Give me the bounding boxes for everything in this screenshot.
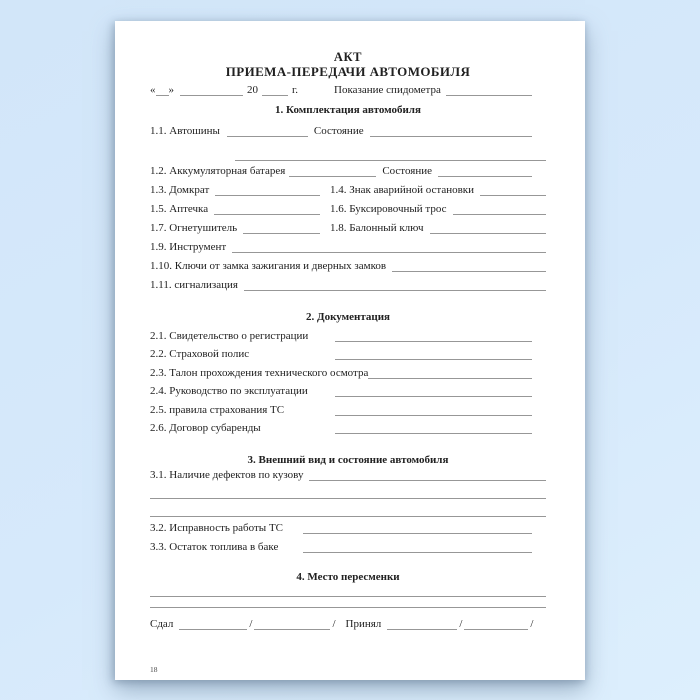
blank-line: [227, 123, 308, 137]
signature-blank: [387, 616, 457, 630]
blank-line: [438, 163, 532, 177]
item-2-1-label: 2.1. Свидетельство о регистрации: [150, 329, 309, 342]
item-2-6-label: 2.6. Договор субаренды: [150, 422, 261, 434]
form-row-1-11: [150, 277, 546, 292]
date-year-suffix: г.: [292, 84, 299, 96]
blank-line: [335, 383, 532, 397]
item-1-8-label: 1.8. Балонный ключ: [330, 222, 424, 234]
blank-line: [335, 402, 532, 416]
blank-line: [243, 220, 320, 234]
form-row-2-2: [150, 346, 546, 361]
blank-line: [214, 201, 320, 215]
form-row-2-5: [150, 402, 546, 417]
item-1-1-label: 1.1. Автошины: [150, 125, 220, 137]
form-row-1-1: [150, 123, 546, 138]
item-2-5-label: 2.5. правила страхования ТС: [150, 403, 285, 416]
item-1-1-state-label: Состояние: [313, 125, 364, 137]
form-row-2-3: [150, 365, 546, 380]
form-row-2-4: [150, 383, 546, 398]
blank-line: [303, 520, 532, 534]
form-row-1-1-continuation: [235, 147, 546, 162]
speedometer-label: Показание спидометра: [334, 84, 441, 96]
blank-line: [150, 498, 546, 499]
blank-line: [244, 277, 546, 291]
date-quote-close: »: [168, 84, 174, 96]
blank-line: [150, 516, 546, 517]
item-1-3-label: 1.3. Домкрат: [150, 184, 210, 196]
section4-heading: 4. Место пересменки: [296, 571, 400, 583]
form-row-1-9: [150, 239, 546, 254]
blank-line: [335, 420, 532, 434]
date-and-odometer-row: [150, 82, 546, 97]
form-row-1-7-1-8: [150, 220, 546, 235]
item-1-11-label: 1.11. сигнализация: [150, 279, 238, 291]
document-title-line2: ПРИЕМА-ПЕРЕДАЧИ АВТОМОБИЛЯ: [225, 64, 471, 79]
speedometer-blank: [446, 82, 532, 96]
item-2-2-label: 2.2. Страховой полис: [150, 348, 250, 360]
item-2-3-label: 2.3. Талон прохождения технического осмотра: [150, 366, 369, 379]
received-label: Принял: [345, 618, 382, 630]
document-title-line1: АКТ: [333, 50, 363, 64]
blank-line: [150, 607, 546, 608]
page-number: 18: [150, 665, 158, 674]
blank-line: [368, 365, 532, 379]
item-1-10-label: 1.10. Ключи от замка зажигания и дверных замков: [150, 260, 387, 272]
blank-line: [430, 220, 547, 234]
form-row-1-2: [150, 163, 546, 178]
item-1-2-state-label: Состояние: [382, 165, 432, 177]
item-1-7-label: 1.7. Огнетушитель: [150, 222, 238, 234]
section3-heading: 3. Внешний вид и состояние автомобиля: [247, 454, 449, 466]
blank-line: [392, 258, 546, 272]
date-quote-open: «: [150, 84, 156, 96]
item-1-9-label: 1.9. Инструмент: [150, 241, 227, 253]
date-year-blank: [262, 82, 288, 96]
blank-line: [150, 596, 546, 597]
form-row-1-3-1-4: [150, 182, 546, 197]
item-1-6-label: 1.6. Буксировочный трос: [330, 203, 447, 215]
blank-line: [480, 182, 546, 196]
item-1-2-label: 1.2. Аккумуляторная батарея: [150, 165, 286, 177]
form-row-2-6: [150, 420, 546, 435]
item-1-4-label: 1.4. Знак аварийной остановки: [330, 184, 475, 196]
section1-heading: 1. Комплектация автомобиля: [275, 104, 421, 116]
form-row-1-10: [150, 258, 546, 273]
slash-separator: /: [249, 618, 253, 630]
form-row-3-1: [150, 467, 546, 482]
blank-line: [289, 163, 376, 177]
blank-line: [303, 539, 532, 553]
item-2-4-label: 2.4. Руководство по эксплуатации: [150, 385, 308, 397]
form-row-1-5-1-6: [150, 201, 546, 216]
form-row-3-2: [150, 520, 546, 535]
signatures-row: [150, 616, 546, 631]
item-3-1-label: 3.1. Наличие дефектов по кузову: [150, 469, 304, 481]
date-day-blank: [156, 82, 169, 96]
item-1-5-label: 1.5. Аптечка: [150, 203, 209, 215]
slash-separator: /: [530, 618, 534, 630]
name-blank: [254, 616, 330, 630]
blank-line: [335, 328, 532, 342]
blank-line: [215, 182, 320, 196]
handed-over-label: Сдал: [150, 618, 174, 630]
blank-line: [453, 201, 546, 215]
name-blank: [464, 616, 528, 630]
blank-line: [232, 239, 546, 253]
slash-separator: /: [332, 618, 336, 630]
form-row-3-3: [150, 539, 546, 554]
blank-line: [309, 467, 546, 481]
document-page: [115, 21, 585, 680]
blank-line: [335, 346, 532, 360]
section2-heading: 2. Документация: [306, 311, 390, 323]
date-year-prefix: 20: [247, 84, 258, 96]
signature-blank: [179, 616, 247, 630]
item-3-2-label: 3.2. Исправность работы ТС: [150, 522, 283, 534]
blank-line: [370, 123, 532, 137]
date-month-blank: [180, 82, 243, 96]
slash-separator: /: [459, 618, 463, 630]
form-row-2-1: [150, 328, 546, 343]
item-3-3-label: 3.3. Остаток топлива в баке: [150, 541, 279, 553]
blank-line: [235, 147, 546, 161]
